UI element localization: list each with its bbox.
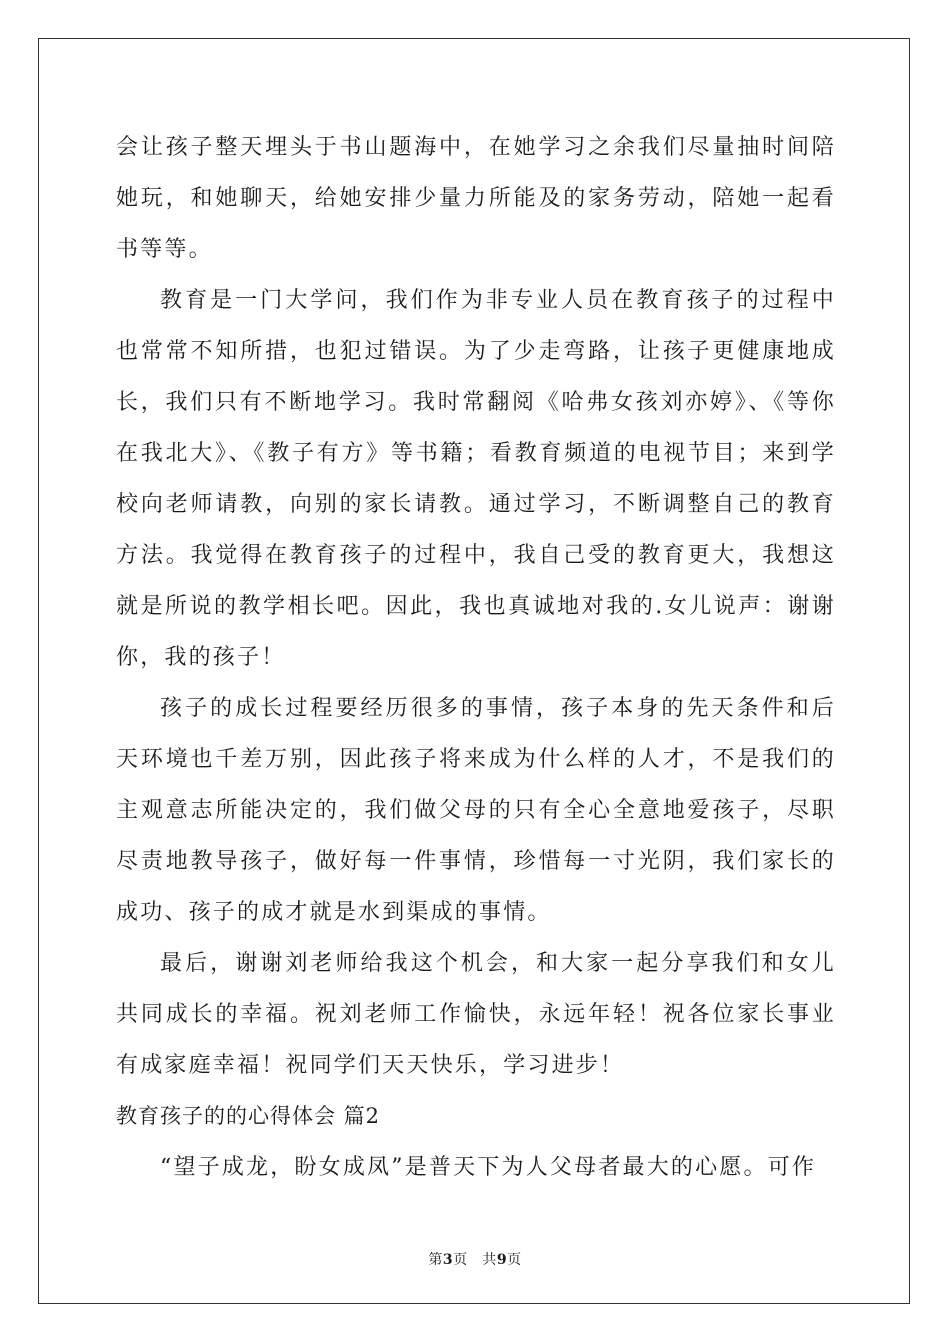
page-label-suffix: 页 xyxy=(453,1252,468,1268)
paragraph-growth: 孩子的成长过程要经历很多的事情，孩子本身的先天条件和后天环境也千差万别，因此孩子将来成为什么样的人才，不是我们的主观意志所能决定的，我们做父母的只有全心全意地爱孩子，尽职尽责地教导孩子，做好每一件事情，珍惜每一寸光阴，我们家长的成功、孩子的成才就是水到渠成的事情。 xyxy=(116,696,836,925)
total-label-suffix: 页 xyxy=(507,1252,522,1268)
page-number: 3 xyxy=(442,1252,454,1268)
paragraph-continuation: 会让孩子整天埋头于书山题海中，在她学习之余我们尽量抽时间陪她玩，和她聊天，给她安排少量力所能及的家务劳动，陪她一起看书等等。 xyxy=(116,135,836,262)
document-body xyxy=(116,122,836,1193)
section-title: 教育孩子的的心得体会 篇2 xyxy=(116,1104,381,1128)
paragraph-learning: 教育是一门大学问，我们作为非专业人员在教育孩子的过程中也常常不知所措，也犯过错误。为了少走弯路，让孩子更健康地成长，我们只有不断地学习。我时常翻阅《哈弗女孩刘亦婷》、《等你在我北大》、《教子有方》等书籍；看教育频道的电视节目；来到学校向老师请教，向别的家长请教。通过学习，不断调整自己的教育方法。我觉得在教育孩子的过程中，我自己受的教育更大，我想这就是所说的教学相长吧。因此，我也真诚地对我的.女儿说声：谢谢你，我的孩子！ xyxy=(116,288,836,670)
page-label-prefix: 第 xyxy=(428,1252,443,1268)
page-footer xyxy=(0,1249,950,1269)
total-label-prefix: 共 xyxy=(482,1252,497,1268)
total-pages: 9 xyxy=(496,1252,508,1268)
paragraph-section2-start: “望子成龙，盼女成凤”是普天下为人父母者最大的心愿。可作 xyxy=(160,1155,817,1180)
paragraph-closing: 最后，谢谢刘老师给我这个机会，和大家一起分享我们和女儿共同成长的幸福。祝刘老师工作愉快，永远年轻！祝各位家长事业有成家庭幸福！祝同学们天天快乐，学习进步！ xyxy=(116,951,836,1078)
